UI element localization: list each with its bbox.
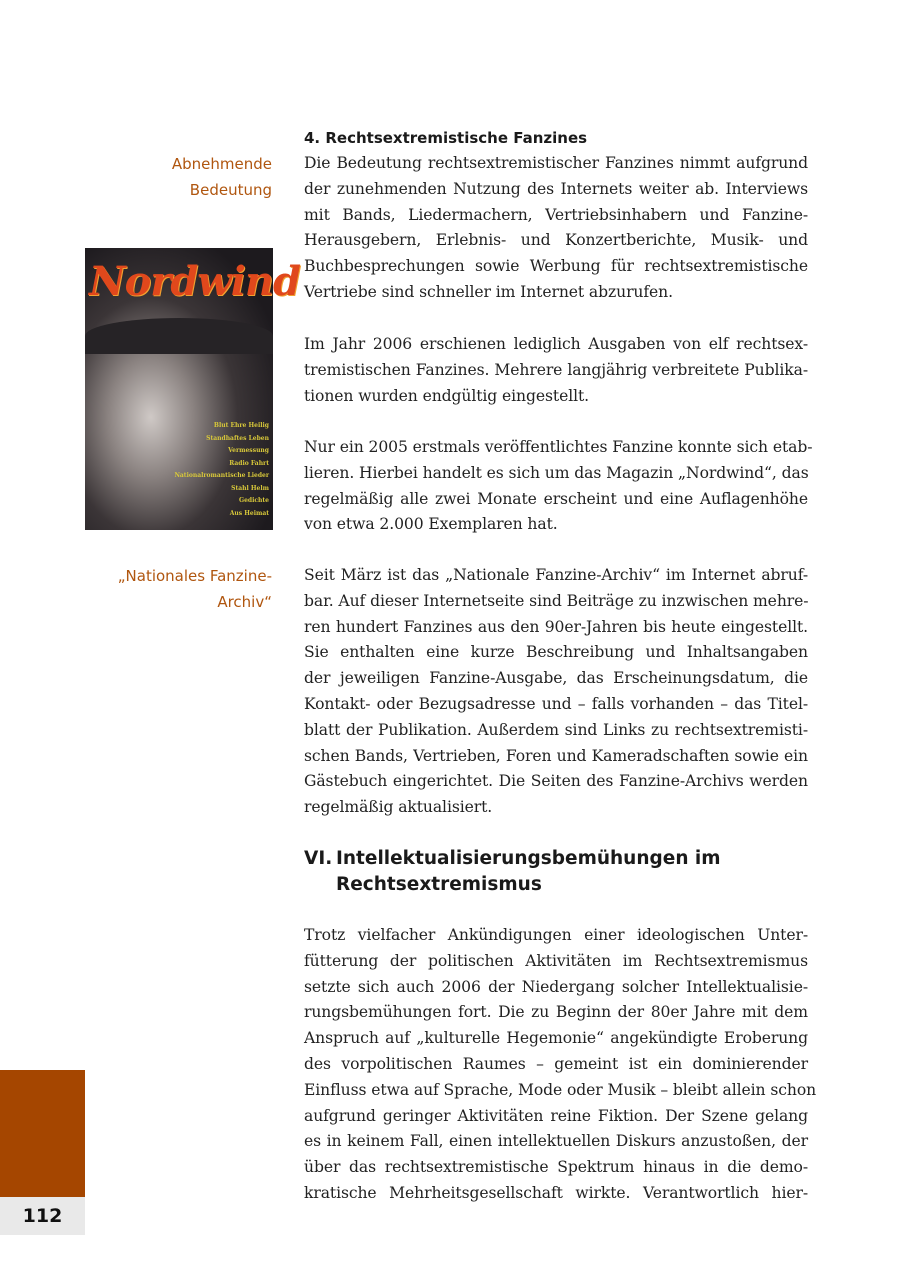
text-line: tionen wurden endgültig eingestellt.: [304, 386, 589, 405]
text-line: schen Bands, Vertrieben, Foren und Kameradschaften sowie ein: [304, 746, 808, 765]
paragraph-3: [304, 435, 813, 538]
margin-note-line: „Nationales Fanzine-: [117, 567, 272, 585]
page-number: 112: [0, 1197, 85, 1235]
text-line: fütterung der politischen Aktivitäten im Rechtsextremismus: [304, 951, 808, 970]
margin-note-line: Abnehmende: [171, 155, 272, 173]
text-line: der zunehmenden Nutzung des Internets weiter ab. Interviews: [304, 179, 808, 198]
text-line: blatt der Publikation. Außerdem sind Links zu rechtsextremisti-: [304, 720, 808, 739]
text-line: Seit März ist das „Nationale Fanzine-Archiv“ im Internet abruf-: [304, 566, 808, 584]
margin-note-fanzine-archiv: [118, 564, 272, 616]
text-line: rungsbemühungen fort. Die zu Beginn der 80er Jahre mit dem: [304, 1003, 808, 1022]
text-line: Die Bedeutung rechtsextremistischer Fanzines nimmt aufgrund: [304, 154, 808, 172]
text-line: Herausgebern, Erlebnis- und Konzertberichte, Musik- und: [304, 231, 808, 250]
paragraph-2: [304, 332, 808, 409]
text-line: kratische Mehrheitsgesellschaft wirkte. Verantwortlich hier-: [304, 1183, 808, 1202]
text-line: mit Bands, Liedermachern, Vertriebsinhabern und Fanzine-: [304, 205, 808, 224]
cover-items: [174, 420, 269, 520]
helmet-shape: [85, 318, 273, 354]
page-accent-block: [0, 1070, 85, 1197]
chapter-title-line-2: Rechtsextremismus: [336, 873, 542, 895]
text-line: tremistischen Fanzines. Mehrere langjährig verbreitete Publika-: [304, 360, 808, 379]
text-line: Vertriebe sind schneller im Internet abzurufen.: [304, 282, 673, 301]
text-line: Buchbesprechungen sowie Werbung für rechtsextremistische: [304, 257, 808, 276]
chapter-heading: [304, 846, 721, 897]
text-line: über das rechtsextremistische Spektrum hinaus in die demo-: [304, 1158, 808, 1177]
cover-item: Nationalromantische Lieder: [174, 472, 269, 479]
text-line: es in keinem Fall, einen intellektuellen Diskurs anzustoßen, der: [304, 1132, 808, 1151]
paragraph-1: [304, 151, 808, 306]
chapter-title-line-1: Intellektualisierungsbemühungen im: [336, 848, 721, 869]
text-line: regelmäßig aktualisiert.: [304, 798, 493, 817]
cover-item: Aus Heimat: [229, 509, 269, 517]
text-line: Sie enthalten eine kurze Beschreibung und Inhaltsangaben: [304, 643, 808, 662]
nordwind-cover-image: [85, 248, 300, 530]
text-line: ren hundert Fanzines aus den 90er-Jahren bis heute eingestellt.: [304, 617, 808, 636]
paragraph-4: [304, 563, 808, 821]
text-line: Anspruch auf „kulturelle Hegemonie“ angekündigte Eroberung: [304, 1029, 808, 1048]
text-line: der jeweiligen Fanzine-Ausgabe, das Erscheinungsdatum, die: [304, 669, 808, 688]
text-line: von etwa 2.000 Exemplaren hat.: [304, 515, 558, 534]
margin-note-abnehmende-bedeutung: [172, 152, 272, 204]
chapter-paragraph: [304, 923, 817, 1207]
cover-item: Stahl Helm: [231, 484, 269, 492]
text-line: Gästebuch eingerichtet. Die Seiten des Fanzine-Archivs werden: [304, 772, 808, 791]
cover-title: Nordwind: [89, 258, 300, 305]
cover-item: Radio Fahrt: [229, 459, 269, 467]
cover-item: Gedichte: [238, 497, 269, 504]
cover-item: Blut Ehre Heilig: [213, 422, 269, 429]
cover-item: Vermessung: [228, 447, 269, 454]
margin-note-line: Archiv“: [217, 592, 272, 611]
margin-note-line: Bedeutung: [189, 180, 272, 199]
chapter-number: VI.: [304, 848, 333, 869]
text-line: aufgrund geringer Aktivitäten reine Fiktion. Der Szene gelang: [304, 1106, 808, 1125]
section-heading: 4. Rechtsextremistische Fanzines: [304, 129, 588, 147]
text-line: Nur ein 2005 erstmals veröffentlichtes Fanzine konnte sich etab-: [304, 438, 813, 456]
text-line: Im Jahr 2006 erschienen lediglich Ausgaben von elf rechtsex-: [304, 335, 808, 353]
text-line: setzte sich auch 2006 der Niedergang solcher Intellektualisie-: [304, 977, 808, 996]
text-line: regelmäßig alle zwei Monate erscheint und eine Auflagenhöhe: [304, 489, 808, 508]
text-line: Trotz vielfacher Ankündigungen einer ideologischen Unter-: [304, 926, 808, 944]
text-line: bar. Auf dieser Internetseite sind Beiträge zu inzwischen mehre-: [304, 591, 809, 610]
text-line: Kontakt- oder Bezugsadresse und – falls vorhanden – das Titel-: [304, 694, 808, 713]
text-line: des vorpolitischen Raumes – gemeint ist ein dominierender: [304, 1054, 808, 1073]
cover-item: Standhaftes Leben: [206, 434, 269, 442]
text-line: Einfluss etwa auf Sprache, Mode oder Musik – bleibt allein schon: [304, 1080, 817, 1099]
text-line: lieren. Hierbei handelt es sich um das Magazin „Nordwind“, das: [304, 463, 809, 482]
